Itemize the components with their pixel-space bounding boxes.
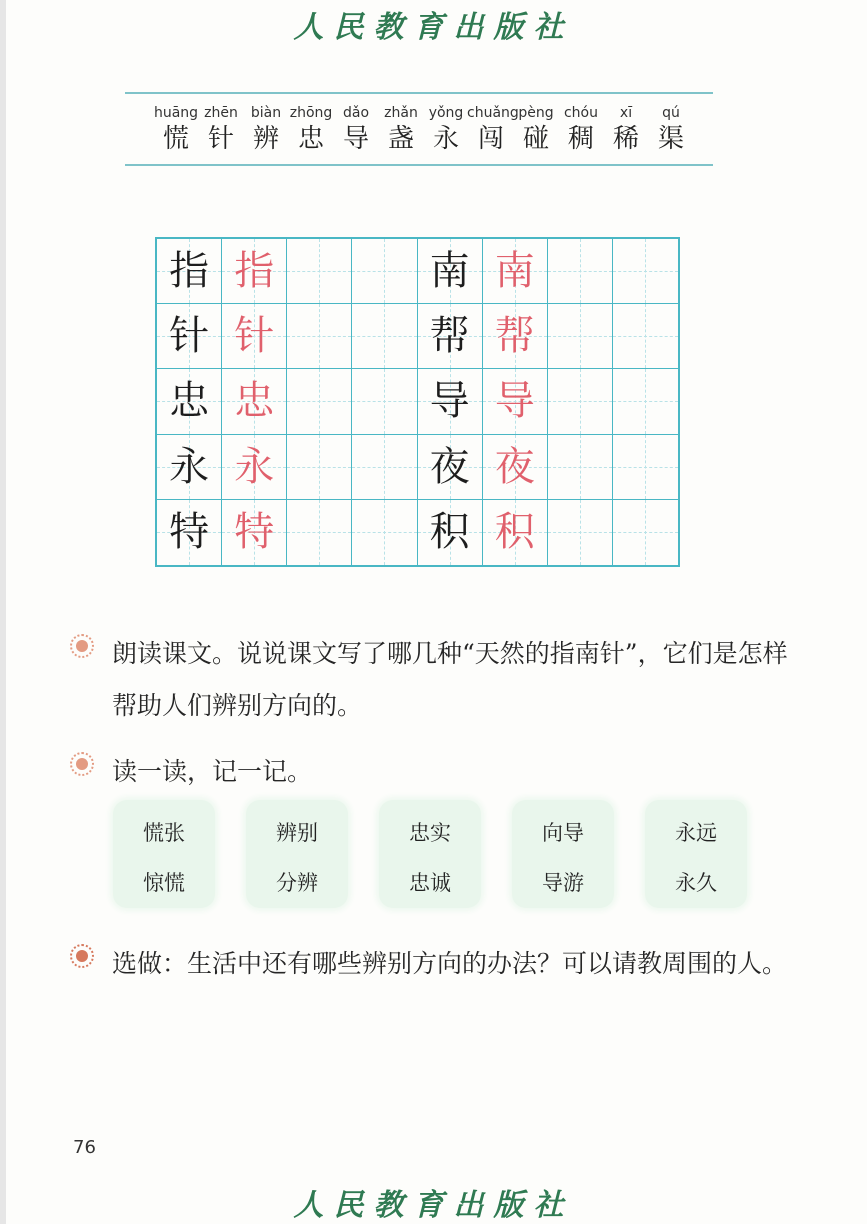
grid-cell — [222, 239, 287, 304]
pinyin: xī — [619, 105, 633, 121]
word: 分辨 — [276, 871, 318, 895]
sample-character: 帮 — [429, 313, 470, 360]
sample-character: 南 — [429, 248, 470, 294]
sample-character: 特 — [169, 508, 210, 555]
word: 辨别 — [276, 821, 318, 845]
hanzi: 盏 — [387, 124, 414, 154]
new-character — [647, 104, 695, 156]
hanzi: 渠 — [657, 124, 684, 154]
sample-character: 指 — [169, 248, 210, 294]
page-number: 76 — [73, 1137, 96, 1158]
new-character — [602, 104, 650, 156]
task-2-text: 读一读，记一记。 — [112, 757, 313, 786]
sample-character: 积 — [429, 508, 470, 555]
word: 永久 — [675, 871, 717, 895]
pinyin: chuǎng — [467, 105, 519, 121]
pinyin: yǒng — [428, 105, 464, 121]
grid-cell — [548, 304, 613, 369]
grid-cell — [548, 369, 613, 434]
word: 导游 — [542, 871, 584, 895]
hanzi: 稠 — [567, 124, 594, 154]
grid-cell — [548, 239, 613, 304]
grid-cell — [483, 435, 548, 500]
hanzi: 针 — [207, 124, 234, 154]
new-character — [557, 104, 605, 156]
sample-character: 夜 — [429, 443, 470, 490]
hanzi: 碰 — [522, 124, 549, 154]
grid-cell — [222, 435, 287, 500]
grid-cell — [418, 304, 483, 369]
grid-cell — [287, 369, 352, 434]
grid-cell — [548, 435, 613, 500]
band-rule-bottom — [125, 164, 713, 166]
hanzi: 导 — [342, 124, 369, 154]
word: 忠实 — [409, 821, 451, 845]
grid-cell — [157, 435, 222, 500]
pinyin: huāng — [153, 105, 199, 121]
new-character — [242, 104, 290, 156]
grid-cell — [157, 304, 222, 369]
hanzi: 辨 — [252, 124, 279, 154]
new-character — [287, 104, 335, 156]
task-bullet-icon — [70, 752, 96, 778]
new-character — [377, 104, 425, 156]
word-card — [113, 800, 215, 908]
task-1-text: 朗读课文。说说课文写了哪几种“天然的指南针”，它们是怎样帮助人们辨别方向的。 — [112, 639, 788, 720]
model-character: 夜 — [494, 443, 535, 490]
new-character — [467, 104, 519, 156]
grid-cell — [483, 239, 548, 304]
grid-cell — [157, 500, 222, 565]
task-bullet-icon — [70, 944, 96, 970]
word: 忠诚 — [409, 871, 451, 895]
pinyin: biàn — [250, 105, 282, 121]
grid-cell — [483, 500, 548, 565]
hanzi: 闯 — [477, 124, 504, 154]
writing-practice-grid — [155, 237, 680, 567]
task-1 — [70, 628, 790, 738]
grid-cell — [418, 500, 483, 565]
grid-cell — [352, 500, 417, 565]
grid-cell — [418, 435, 483, 500]
grid-cell — [483, 369, 548, 434]
sample-character: 忠 — [169, 378, 210, 425]
pinyin: zhēn — [204, 105, 238, 121]
hanzi: 稀 — [612, 124, 639, 154]
word-card — [246, 800, 348, 908]
grid-cell — [287, 500, 352, 565]
grid-cell — [157, 239, 222, 304]
new-character — [422, 104, 470, 156]
pinyin: dǎo — [342, 105, 370, 121]
grid-cell — [222, 304, 287, 369]
new-characters-list — [152, 104, 712, 164]
grid-cell — [287, 239, 352, 304]
hanzi: 忠 — [297, 124, 324, 154]
task-3-text: 选做：生活中还有哪些辨别方向的办法？可以请教周围的人。 — [112, 949, 788, 978]
grid-cell — [352, 239, 417, 304]
word: 惊慌 — [143, 871, 185, 895]
grid-cell — [548, 500, 613, 565]
model-character: 积 — [494, 508, 535, 555]
task-3 — [70, 938, 790, 1048]
grid-cell — [287, 435, 352, 500]
grid-cell — [613, 304, 678, 369]
word: 向导 — [542, 821, 584, 845]
word-card — [512, 800, 614, 908]
new-characters-band — [125, 92, 713, 168]
model-character: 导 — [494, 378, 535, 425]
grid-cell — [613, 239, 678, 304]
grid-cell — [418, 369, 483, 434]
grid-cell — [157, 369, 222, 434]
sample-character: 永 — [169, 443, 210, 490]
model-character: 指 — [234, 248, 275, 294]
page-edge — [0, 0, 6, 1224]
grid-cell — [418, 239, 483, 304]
model-character: 永 — [234, 443, 275, 490]
sample-character: 导 — [429, 378, 470, 425]
grid-cell — [222, 500, 287, 565]
sample-character: 针 — [169, 313, 210, 360]
grid-cell — [287, 304, 352, 369]
pinyin: chóu — [563, 105, 598, 121]
word: 永远 — [675, 821, 717, 845]
model-character: 帮 — [494, 313, 535, 360]
model-character: 特 — [234, 508, 275, 555]
grid-cell — [483, 304, 548, 369]
pinyin: zhōng — [289, 105, 333, 121]
task-2 — [70, 746, 790, 798]
grid-cell — [352, 369, 417, 434]
grid-cell — [352, 304, 417, 369]
model-character: 忠 — [234, 378, 275, 425]
hanzi: 永 — [432, 124, 459, 154]
model-character: 南 — [494, 248, 535, 294]
word: 慌张 — [143, 821, 185, 845]
band-rule-top — [125, 92, 713, 94]
grid-cell — [613, 500, 678, 565]
pinyin: pèng — [518, 105, 554, 121]
grid-cell — [613, 435, 678, 500]
pinyin: qú — [662, 105, 680, 121]
hanzi: 慌 — [162, 124, 189, 154]
publisher-logo-top: 人民教育出版社 — [293, 10, 574, 45]
new-character — [152, 104, 200, 156]
new-character — [197, 104, 245, 156]
pinyin: zhǎn — [384, 105, 418, 121]
model-character: 针 — [234, 313, 275, 360]
task-bullet-icon — [70, 634, 96, 660]
new-character — [512, 104, 560, 156]
word-card — [645, 800, 747, 908]
word-card — [379, 800, 481, 908]
word-cards — [113, 800, 753, 914]
grid-cell — [222, 369, 287, 434]
grid-cell — [613, 369, 678, 434]
publisher-logo-bottom: 人民教育出版社 — [293, 1188, 574, 1223]
new-character — [332, 104, 380, 156]
grid-cell — [352, 435, 417, 500]
